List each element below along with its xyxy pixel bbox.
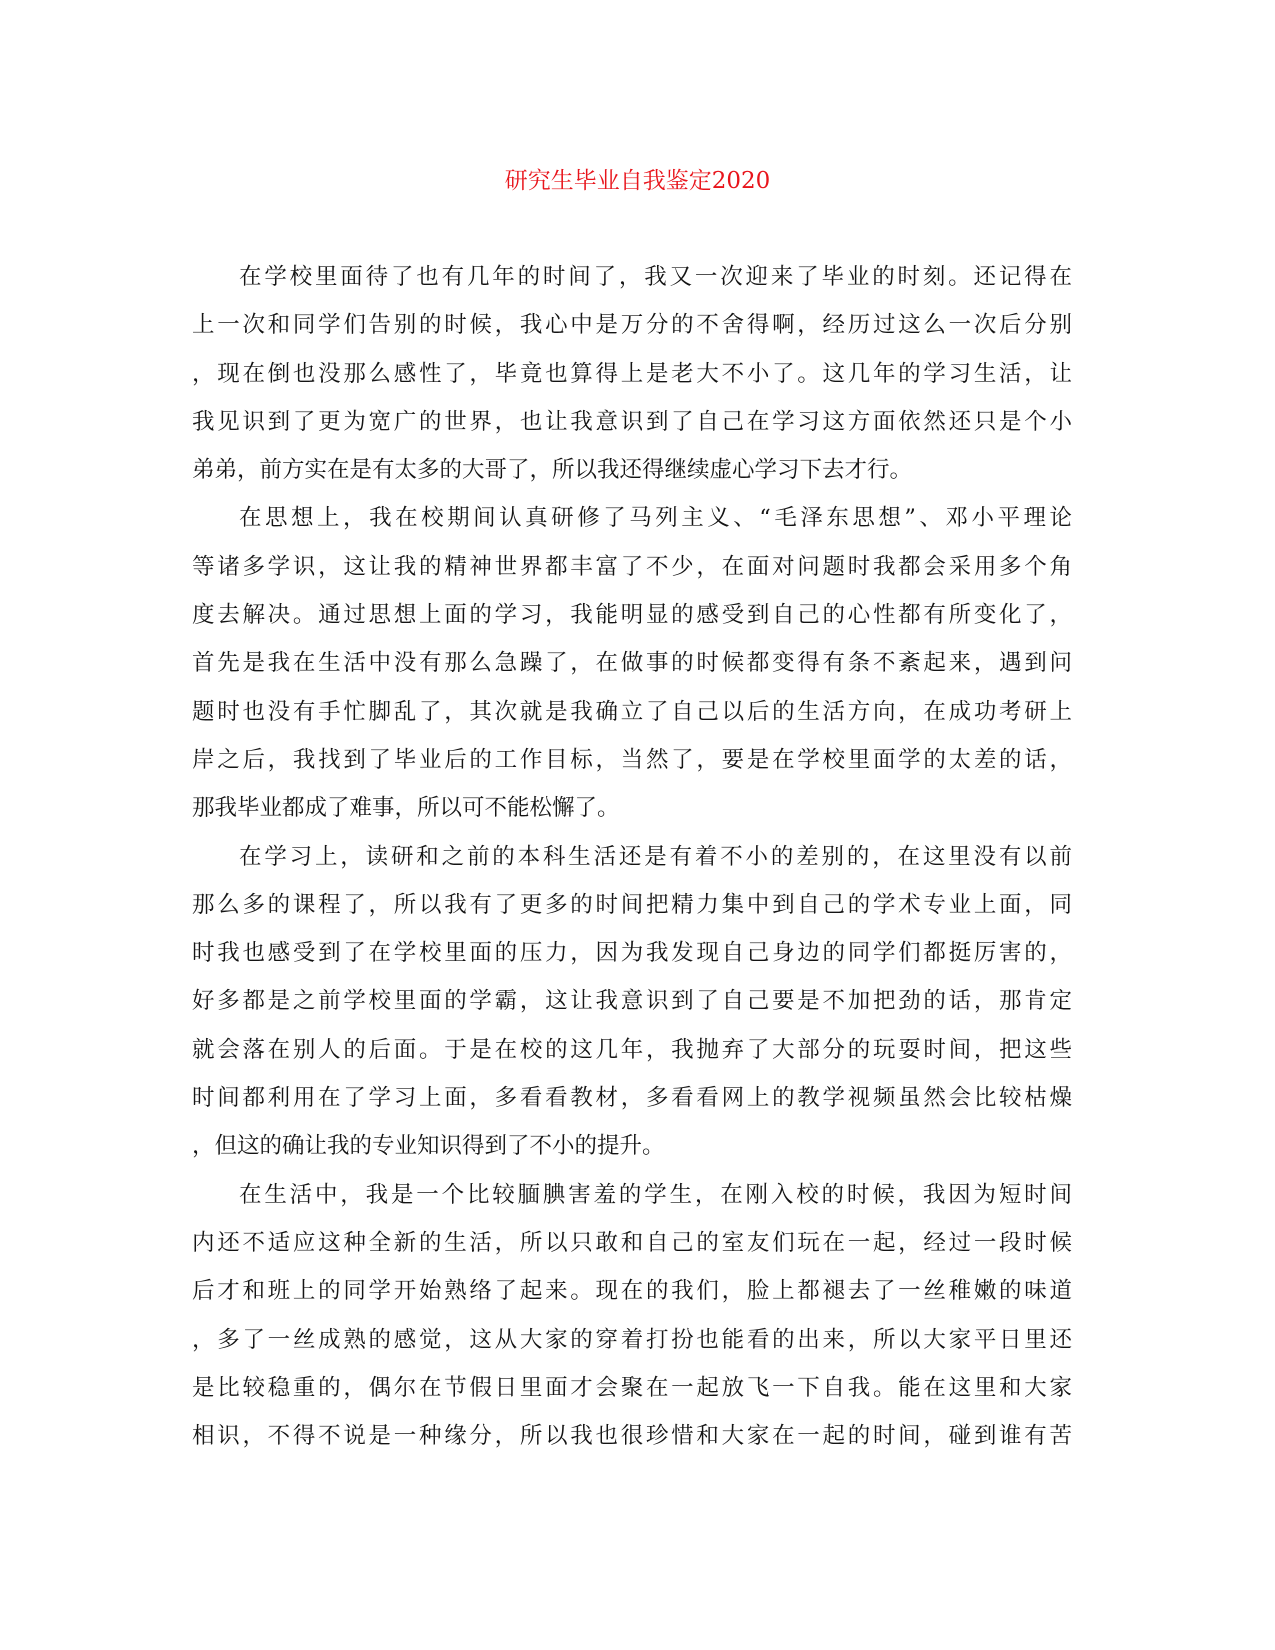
text-line: 时我也感受到了在学校里面的压力，因为我发现自己身边的同学们都挺厉害的， (192, 940, 1072, 967)
text-line: 那我毕业都成了难事，所以可不能松懈了。 (192, 795, 620, 822)
text-line: 我见识到了更为宽广的世界，也让我意识到了自己在学习这方面依然还只是个小 (192, 408, 1072, 435)
text-line: 在思想上，我在校期间认真研修了马列主义、“毛泽东思想”、邓小平理论 (239, 505, 1072, 532)
document-body (192, 253, 1072, 1460)
text-line: 是比较稳重的，偶尔在节假日里面才会聚在一起放飞一下自我。能在这里和大家 (192, 1374, 1072, 1401)
text-line: 后才和班上的同学开始熟络了起来。现在的我们，脸上都褪去了一丝稚嫩的味道 (192, 1278, 1072, 1305)
text-line: 首先是我在生活中没有那么急躁了，在做事的时候都变得有条不紊起来，遇到问 (192, 650, 1072, 677)
paragraph (192, 494, 1072, 832)
text-line: 好多都是之前学校里面的学霸，这让我意识到了自己要是不加把劲的话，那肯定 (192, 988, 1072, 1015)
text-line: 相识，不得不说是一种缘分，所以我也很珍惜和大家在一起的时间，碰到谁有苦 (192, 1423, 1072, 1450)
text-line: 等诸多学识，这让我的精神世界都丰富了不少，在面对问题时我都会采用多个角 (192, 553, 1072, 580)
text-line: 上一次和同学们告别的时候，我心中是万分的不舍得啊，经历过这么一次后分别 (192, 312, 1072, 339)
document-title: 研究生毕业自我鉴定2020 (504, 168, 771, 194)
paragraph (192, 253, 1072, 494)
text-line: 题时也没有手忙脚乱了，其次就是我确立了自己以后的生活方向，在成功考研上 (192, 698, 1072, 725)
text-line: 弟弟，前方实在是有太多的大哥了，所以我还得继续虚心学习下去才行。 (192, 457, 913, 484)
text-line: 内还不适应这种全新的生活，所以只敢和自己的室友们玩在一起，经过一段时候 (192, 1229, 1072, 1256)
text-line: ，现在倒也没那么感性了，毕竟也算得上是老大不小了。这几年的学习生活，让 (192, 360, 1072, 387)
text-line: 在生活中，我是一个比较腼腆害羞的学生，在刚入校的时候，我因为短时间 (239, 1181, 1072, 1208)
text-line: 那么多的课程了，所以我有了更多的时间把精力集中到自己的学术专业上面，同 (192, 891, 1072, 918)
paragraph (192, 833, 1072, 1171)
text-line: 就会落在别人的后面。于是在校的这几年，我抛弃了大部分的玩耍时间，把这些 (192, 1036, 1072, 1063)
text-line: 在学习上，读研和之前的本科生活还是有着不小的差别的，在这里没有以前 (239, 843, 1072, 870)
text-line: 度去解决。通过思想上面的学习，我能明显的感受到自己的心性都有所变化了， (192, 602, 1072, 629)
paragraph (192, 1171, 1072, 1461)
text-line: ，多了一丝成熟的感觉，这从大家的穿着打扮也能看的出来，所以大家平日里还 (192, 1326, 1072, 1353)
text-line: 在学校里面待了也有几年的时间了，我又一次迎来了毕业的时刻。还记得在 (239, 264, 1072, 290)
text-line: 时间都利用在了学习上面，多看看教材，多看看网上的教学视频虽然会比较枯燥 (192, 1085, 1072, 1112)
text-line: 岸之后，我找到了毕业后的工作目标，当然了，要是在学校里面学的太差的话， (192, 746, 1072, 773)
text-line: ，但这的确让我的专业知识得到了不小的提升。 (192, 1133, 665, 1160)
